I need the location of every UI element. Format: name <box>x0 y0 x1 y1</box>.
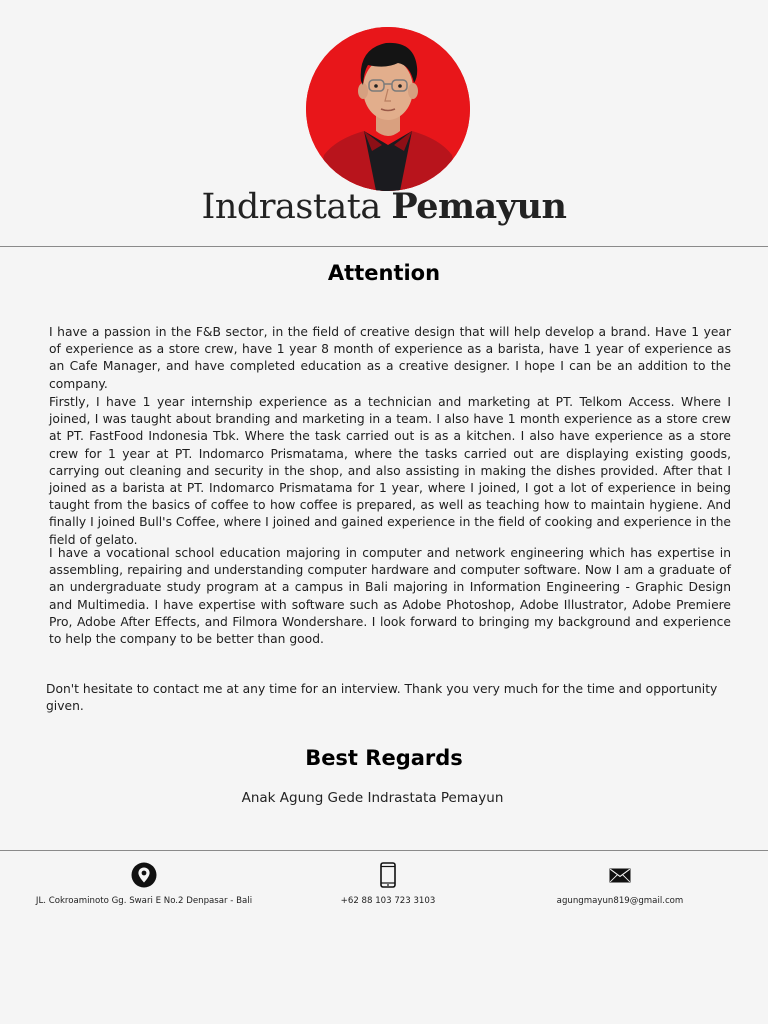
applicant-name <box>0 182 768 232</box>
envelope-icon <box>609 868 631 883</box>
profile-photo-illustration <box>306 27 470 191</box>
footer-divider <box>0 850 768 851</box>
paragraph-education: I have a vocational school education majoring in computer and network engineering which has expertise in assembling, repairing and understanding computer hardware and computer software. Now I am a graduate of an undergraduate study program at a campus in Bali majoring in Information Engineering - Graphic Design and Multimedia. I have expertise with software such as Adobe Photoshop, Adobe Illustrator, Adobe Premiere Pro, Adobe After Effects, and Filmora Wondershare. I look forward to bringing my background and experience to help the company to be better than good. <box>49 546 731 647</box>
profile-photo <box>306 27 470 191</box>
location-pin-icon <box>131 862 157 888</box>
contact-email <box>540 858 700 906</box>
header-divider <box>0 246 768 247</box>
attention-heading: Attention <box>327 261 441 285</box>
address-text: JL. Cokroaminoto Gg. Swari E No.2 Denpasar - Bali <box>35 896 253 906</box>
phone-text: +62 88 103 723 3103 <box>340 896 436 906</box>
paragraph-experience: Firstly, I have 1 year internship experience as a technician and marketing at PT. Telkom Access. Where I joined, I was taught about branding and marketing in a team. I also have 1 month experience as a store crew at PT. FastFood Indonesia Tbk. Where the task carried out is as a kitchen. I also have experience as a store crew for 1 year at PT. Indomarco Prismatama, where the tasks carried out are displaying existing goods, carrying out cleaning and security in the shop, and also assisting in making the dishes provided. After that I joined as a barista at PT. Indomarco Prismatama for 1 year, where I joined, I got a lot of experience in being taught from the basics of coffee to how coffee is prepared, as well as teaching how to maintain hygiene. And finally I joined Bull's Coffee, where I joined and gained experience in the field of cooking and experience in the field of gelato. <box>49 395 731 547</box>
contact-address <box>20 858 268 906</box>
first-name: Indrastata <box>201 187 381 227</box>
regards-heading: Best Regards <box>305 746 463 770</box>
email-text: agungmayun819@gmail.com <box>556 896 684 906</box>
smartphone-icon <box>380 862 396 888</box>
contact-phone <box>318 858 458 906</box>
paragraph-intro: I have a passion in the F&B sector, in the field of creative design that will help develop a brand. Have 1 year of experience as a store crew, have 1 year 8 month of experience as a barista, have 1 year of experience as an Cafe Manager, and have completed education as a creative designer. I hope I can be an addition to the company. <box>49 325 731 391</box>
last-name: Pemayun <box>391 186 567 227</box>
paragraph-closing: Don't hesitate to contact me at any time for an interview. Thank you very much for the time and opportunity given. <box>46 682 718 714</box>
sender-name: Anak Agung Gede Indrastata Pemayun <box>241 790 504 806</box>
